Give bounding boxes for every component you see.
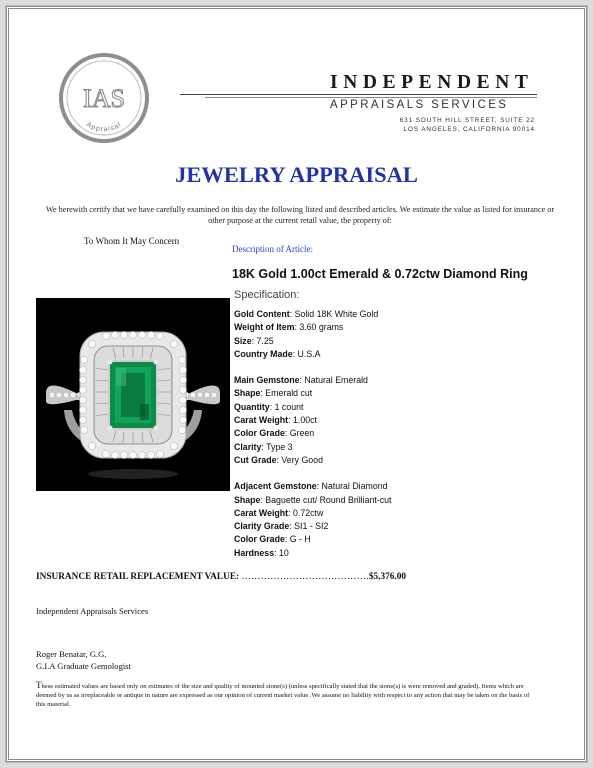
spec-row: Weight of Item: 3.60 grams <box>234 322 344 333</box>
address-line-1: 631 SOUTH HILL STREET, SUITE 22 <box>399 117 535 124</box>
address-line-2: LOS ANGELES, CALIFORNIA 90014 <box>403 126 535 133</box>
header-rule <box>180 94 537 95</box>
item-title: 18K Gold 1.00ct Emerald & 0.72ctw Diamond Ring <box>232 267 528 281</box>
company-name: INDEPENDENT <box>330 72 534 93</box>
description-label: Description of Article: <box>232 244 313 254</box>
spec-row: Main Gemstone: Natural Emerald <box>234 375 368 386</box>
spec-row: Shape: Emerald cut <box>234 388 313 399</box>
spec-row: Quantity: 1 count <box>234 401 304 412</box>
signer-name: Roger Benatar, G.G. <box>36 649 107 659</box>
spec-row: Size: 7.25 <box>234 335 274 346</box>
spec-row: Color Grade: G - H <box>234 534 311 545</box>
spec-group-adjacent-gemstone <box>234 480 391 560</box>
valuation-leader: …………………………………. <box>241 572 369 582</box>
spec-row: Clarity: Type 3 <box>234 441 293 452</box>
ring-photo <box>36 298 230 491</box>
spec-row: Country Made: U.S.A <box>234 348 321 359</box>
spec-row: Color Grade: Green <box>234 428 315 439</box>
certification-text: We herewith certify that we have carefully examined on this day the following listed and described articles. We estimate the value as listed for insurance or other purpose at the current retail value, the property of: <box>45 205 555 225</box>
company-subtitle: APPRAISALS SERVICES <box>330 99 509 111</box>
header-rule-thin <box>205 97 537 98</box>
spec-row: Carat Weight: 1.00ct <box>234 415 317 426</box>
specifications <box>234 308 391 560</box>
document-title: JEWELRY APPRAISAL <box>175 162 418 187</box>
spec-group-main-gemstone <box>234 374 391 467</box>
spec-row: Carat Weight: 0.72ctw <box>234 507 324 518</box>
disclaimer: These estimated values are based only on estimates of the size and quality of mounted stone(s) (unless specifically stated that the stone(s) is were removed and graded). Items which are deemed by us as irreplaceable or antique in nature are expressed as our opinion of current market value .We assume no liability with respect to any action that may be taken on the basis of this material. <box>36 680 530 708</box>
spec-row: Shape: Baguette cut/ Round Brilliant-cut <box>234 494 392 505</box>
spec-row: Clarity Grade: SI1 - SI2 <box>234 521 329 532</box>
signer-title: G.I.A Graduate Gemologist <box>36 661 131 671</box>
spec-group-metal <box>234 308 391 361</box>
specification-label: Specification: <box>234 289 300 301</box>
valuation-row <box>36 572 406 582</box>
recipient: To Whom It May Concern <box>84 236 180 246</box>
ias-logo <box>58 52 150 144</box>
spec-row: Gold Content: Solid 18K White Gold <box>234 309 379 319</box>
valuation-label: INSURANCE RETAIL REPLACEMENT VALUE: <box>36 572 240 582</box>
spec-row: Adjacent Gemstone: Natural Diamond <box>234 481 388 492</box>
svg-text:Appraisal <box>85 121 123 133</box>
spec-row: Cut Grade: Very Good <box>234 454 323 465</box>
logo-letters: IAS <box>83 84 125 113</box>
spec-row: Hardness: 10 <box>234 547 289 558</box>
footer-company: Independent Appraisals Services <box>36 606 149 616</box>
logo-arc-text: Appraisal <box>84 121 124 134</box>
valuation-amount: $5,376.00 <box>368 572 407 582</box>
